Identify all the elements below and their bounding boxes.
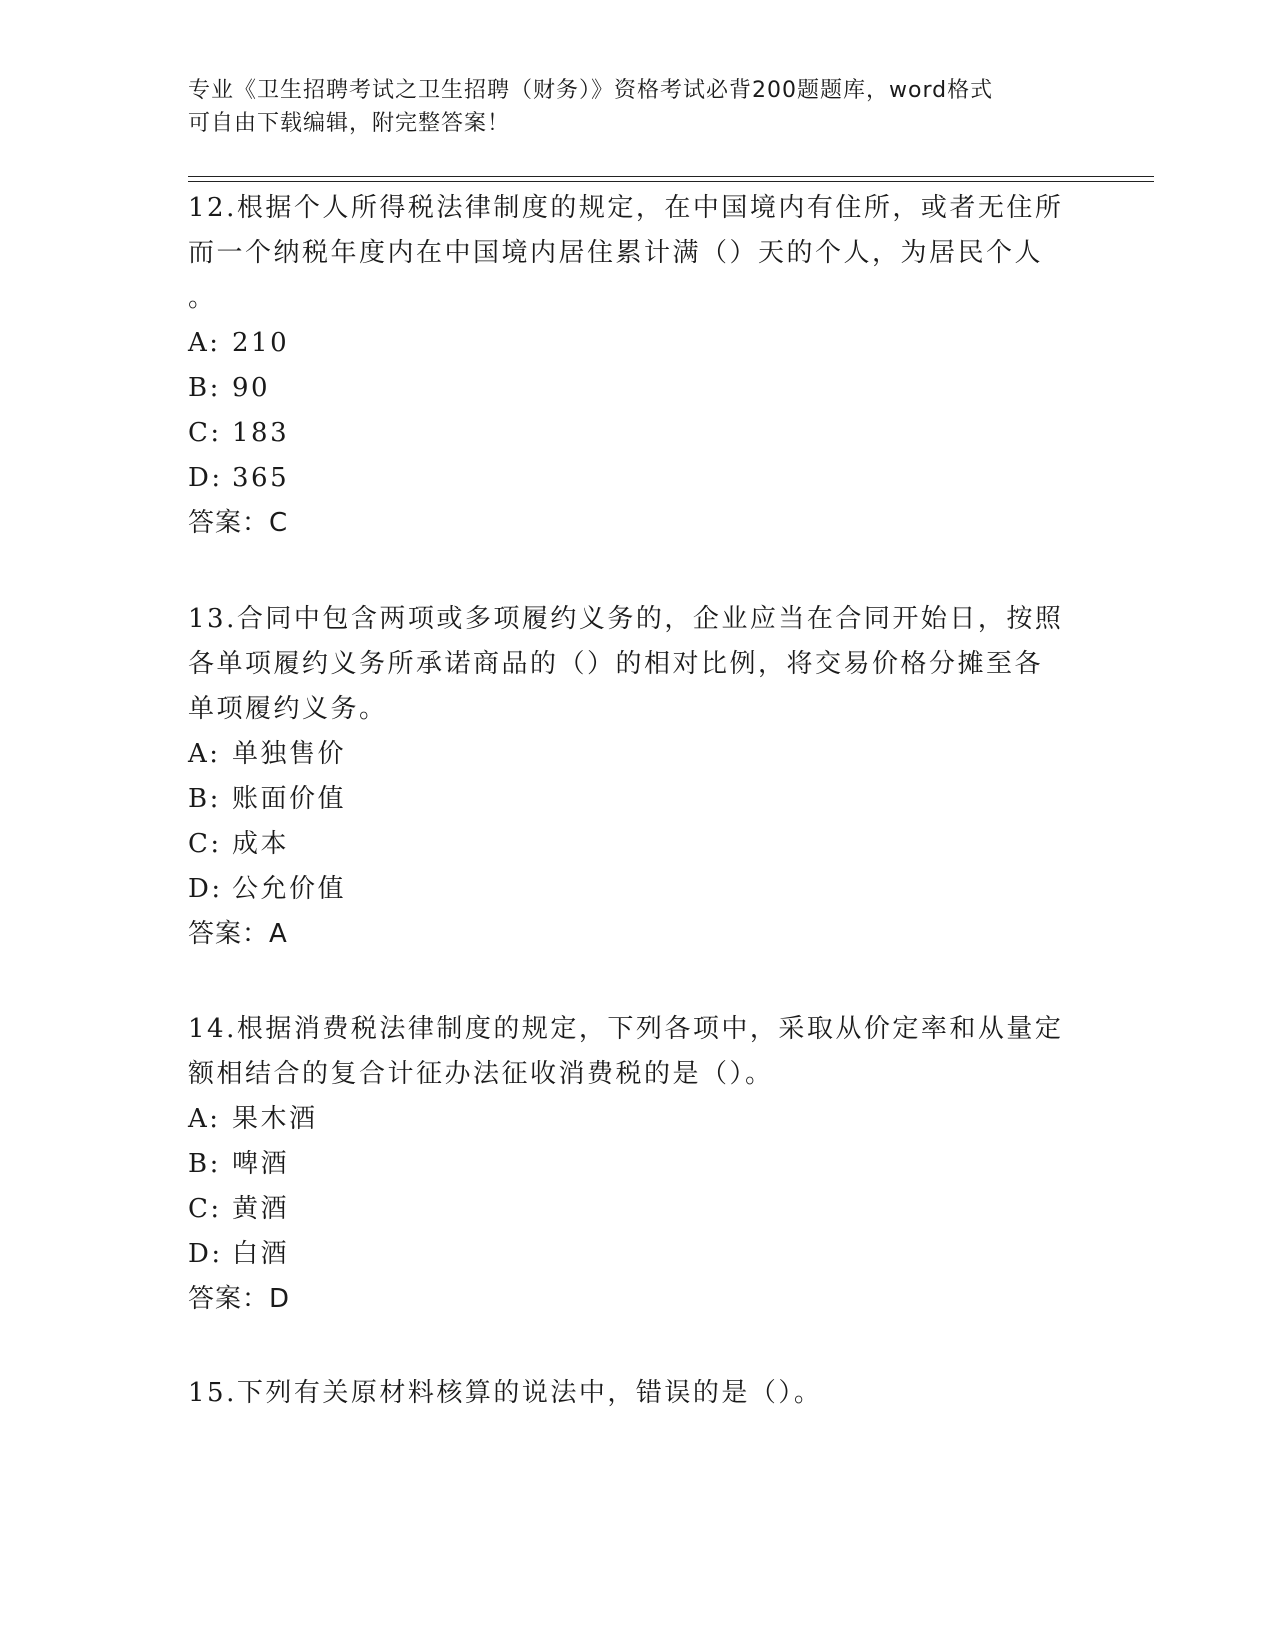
question-text xyxy=(188,186,1078,321)
option-letter: A: xyxy=(188,1104,221,1134)
header-divider-bottom xyxy=(188,181,1154,182)
option-letter: C: xyxy=(188,418,222,448)
option-a xyxy=(188,321,1078,366)
question-text xyxy=(188,597,1078,732)
option-letter: C: xyxy=(188,1194,222,1224)
question-line: 14.根据消费税法律制度的规定，下列各项中，采取从价定率和从量定 xyxy=(188,1014,1064,1044)
option-text: 183 xyxy=(232,418,290,448)
answer: 答案：D xyxy=(188,1284,291,1314)
option-d xyxy=(188,867,1078,912)
option-letter: A: xyxy=(188,328,221,358)
question-12 xyxy=(188,186,1078,546)
option-d xyxy=(188,1232,1078,1277)
option-b xyxy=(188,777,1078,822)
answer: 答案：A xyxy=(188,919,288,949)
question-line: 。 xyxy=(188,283,217,313)
option-text: 90 xyxy=(232,373,271,403)
option-b xyxy=(188,366,1078,411)
question-14 xyxy=(188,1007,1078,1322)
option-text: 果木酒 xyxy=(232,1104,318,1134)
question-line: 而一个纳税年度内在中国境内居住累计满（）天的个人，为居民个人 xyxy=(188,238,1044,268)
option-text: 365 xyxy=(232,463,290,493)
option-letter: D: xyxy=(188,463,223,493)
header-divider-top xyxy=(188,176,1154,177)
option-letter: A: xyxy=(188,739,221,769)
answer: 答案：C xyxy=(188,508,289,538)
option-text: 账面价值 xyxy=(232,784,347,814)
document-header xyxy=(188,74,1068,140)
option-text: 白酒 xyxy=(232,1239,290,1269)
option-c xyxy=(188,1187,1078,1232)
question-text xyxy=(188,1007,1078,1097)
question-line: 13.合同中包含两项或多项履约义务的，企业应当在合同开始日，按照 xyxy=(188,604,1064,634)
option-text: 210 xyxy=(232,328,290,358)
question-line: 15.下列有关原材料核算的说法中，错误的是（）。 xyxy=(188,1378,823,1408)
option-a xyxy=(188,732,1078,777)
header-line-1: 专业《卫生招聘考试之卫生招聘（财务）》资格考试必背200题题库，word格式 xyxy=(188,78,994,103)
option-b xyxy=(188,1142,1078,1187)
option-c xyxy=(188,822,1078,867)
option-text: 公允价值 xyxy=(232,874,347,904)
option-a xyxy=(188,1097,1078,1142)
option-c xyxy=(188,411,1078,456)
option-text: 黄酒 xyxy=(232,1194,290,1224)
option-letter: B: xyxy=(188,373,221,403)
option-letter: B: xyxy=(188,784,221,814)
option-text: 啤酒 xyxy=(232,1149,290,1179)
question-line: 额相结合的复合计征办法征收消费税的是（）。 xyxy=(188,1059,774,1089)
question-line: 单项履约义务。 xyxy=(188,694,388,724)
option-d xyxy=(188,456,1078,501)
option-letter: D: xyxy=(188,1239,223,1269)
question-line: 各单项履约义务所承诺商品的（）的相对比例，将交易价格分摊至各 xyxy=(188,649,1044,679)
question-text xyxy=(188,1371,1078,1416)
header-line-2: 可自由下载编辑，附完整答案！ xyxy=(188,111,511,136)
question-13 xyxy=(188,597,1078,957)
question-line: 12.根据个人所得税法律制度的规定，在中国境内有住所，或者无住所 xyxy=(188,193,1064,223)
option-text: 成本 xyxy=(232,829,290,859)
option-letter: B: xyxy=(188,1149,221,1179)
question-15 xyxy=(188,1371,1078,1416)
option-letter: C: xyxy=(188,829,222,859)
option-text: 单独售价 xyxy=(232,739,347,769)
option-letter: D: xyxy=(188,874,223,904)
